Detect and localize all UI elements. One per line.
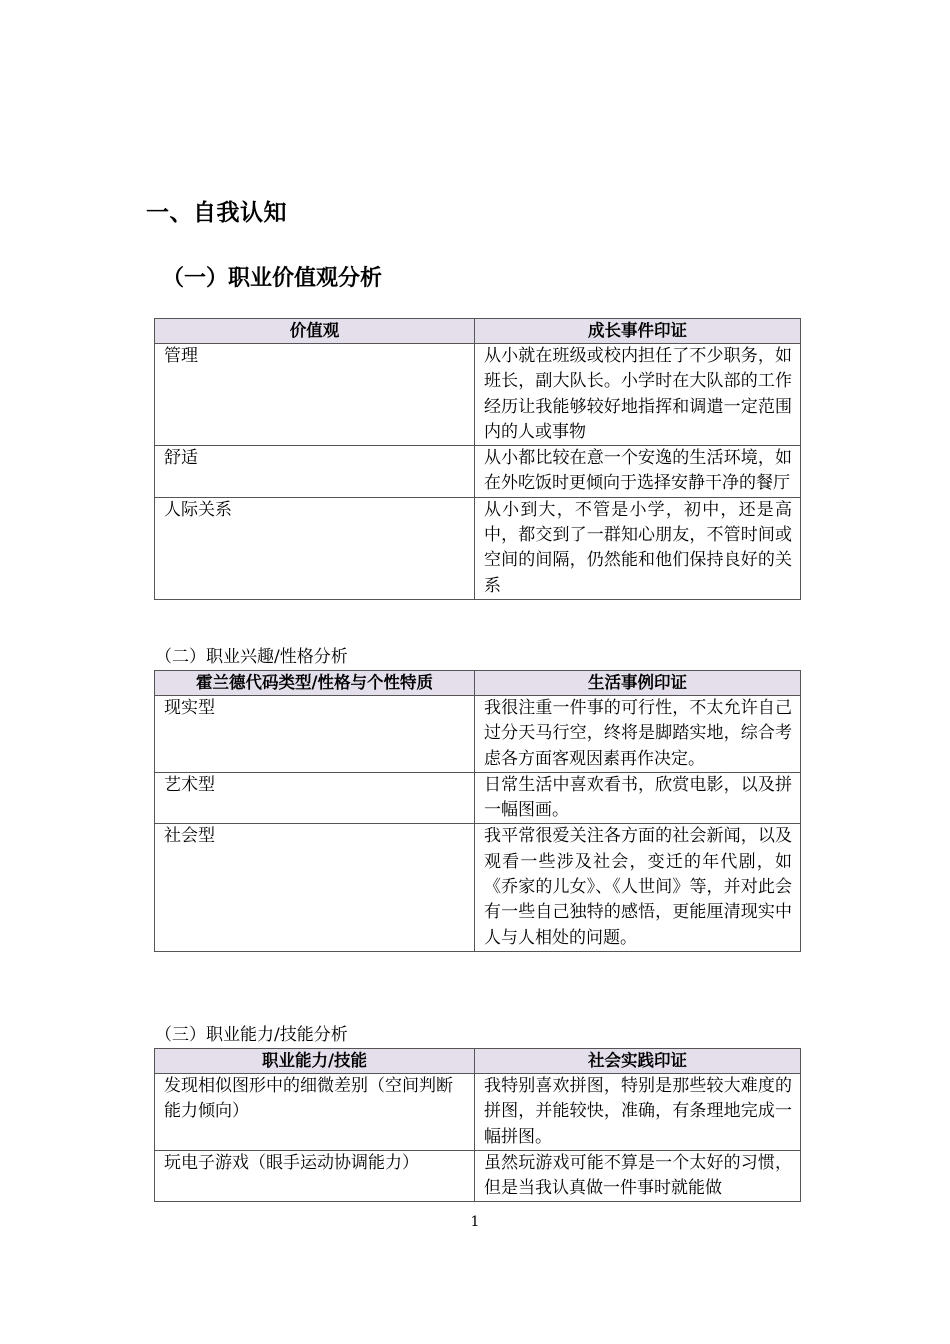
table-row (155, 772, 801, 824)
table-header-row (155, 1049, 801, 1074)
table-row (155, 696, 801, 773)
table-cell: 日常生活中喜欢看书，欣赏电影，以及拼一幅图画。 (475, 772, 801, 824)
table-cell: 我平常很爱关注各方面的社会新闻，以及观看一些涉及社会，变迁的年代剧，如《乔家的儿女》、《人世间》等，并对此会有一些自己独特的感悟，更能厘清现实中人与人相处的问题。 (475, 824, 801, 951)
table-row (155, 1074, 801, 1151)
table-cell: 从小到大，不管是小学，初中，还是高中，都交到了一群知心朋友，不管时间或空间的间隔，仍然能和他们保持良好的关系 (475, 497, 801, 599)
table-cell: 我特别喜欢拼图，特别是那些较大难度的拼图，并能较快，准确，有条理地完成一幅拼图。 (475, 1074, 801, 1151)
page-number: 1 (470, 1214, 480, 1230)
column-header: 职业能力/技能 (155, 1049, 475, 1074)
table-row (155, 497, 801, 599)
table-cell: 从小就在班级或校内担任了不少职务，如班长，副大队长。小学时在大队部的工作经历让我能够较好地指挥和调遣一定范围内的人或事物 (475, 344, 801, 446)
table-cell: 舒适 (155, 446, 475, 498)
table-cell: 社会型 (155, 824, 475, 951)
table-cell: 现实型 (155, 696, 475, 773)
table-header-row (155, 671, 801, 696)
column-header: 生活事例印证 (475, 671, 801, 696)
table-cell: 我很注重一件事的可行性，不太允许自己过分天马行空，终将是脚踏实地，综合考虑各方面客观因素再作决定。 (475, 696, 801, 773)
table-cell: 从小都比较在意一个安逸的生活环境，如在外吃饭时更倾向于选择安静干净的餐厅 (475, 446, 801, 498)
column-header: 成长事件印证 (475, 319, 801, 344)
table-header-row (155, 319, 801, 344)
table-cell: 玩电子游戏（眼手运动协调能力） (155, 1150, 475, 1202)
column-header: 霍兰德代码类型/性格与个性特质 (155, 671, 475, 696)
heading-career-values: （一）职业价值观分析 (162, 266, 383, 291)
values-table (154, 318, 801, 600)
interests-table (154, 670, 801, 952)
column-header: 价值观 (155, 319, 475, 344)
heading-self-awareness: 一、自我认知 (146, 200, 287, 226)
table-row (155, 344, 801, 446)
table-cell: 虽然玩游戏可能不算是一个太好的习惯，但是当我认真做一件事时就能做 (475, 1150, 801, 1202)
table-cell: 艺术型 (155, 772, 475, 824)
table-cell: 发现相似图形中的细微差别（空间判断能力倾向） (155, 1074, 475, 1151)
table-row (155, 824, 801, 951)
table-cell: 人际关系 (155, 497, 475, 599)
abilities-table (154, 1048, 801, 1202)
section-caption-abilities: （三）职业能力/技能分析 (155, 1025, 348, 1045)
table-row (155, 1150, 801, 1202)
table-cell: 管理 (155, 344, 475, 446)
table-row (155, 446, 801, 498)
section-caption-interests: （二）职业兴趣/性格分析 (155, 647, 348, 667)
column-header: 社会实践印证 (475, 1049, 801, 1074)
